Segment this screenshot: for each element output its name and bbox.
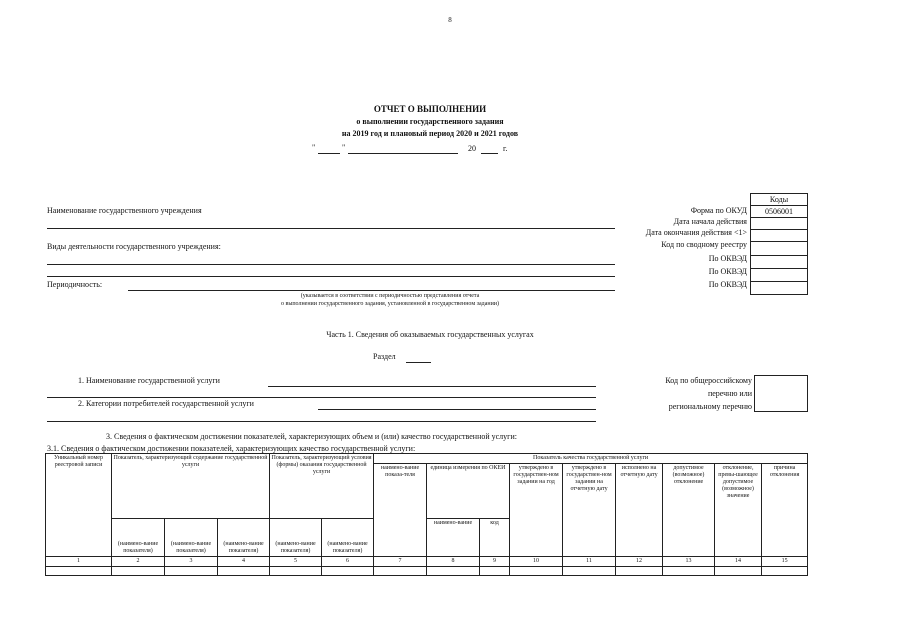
table-cell[interactable]	[480, 567, 510, 576]
col-number-3: 3	[165, 557, 218, 567]
col-number-15: 15	[762, 557, 808, 567]
sub-name-3: (наимено-вание показателя)	[165, 519, 218, 557]
col-approved-year: утверждено в государствен-ном задании на год	[510, 464, 563, 557]
col-approved-date: утверждено в государствен-ном задании на отчетную дату	[563, 464, 616, 557]
table-cell[interactable]	[322, 567, 374, 576]
periodicity-label: Периодичность:	[47, 280, 103, 289]
sub-name-2: (наимено-вание показателя)	[112, 519, 165, 557]
col-quality-indicator: Показатель качества государственной услуги	[374, 454, 808, 464]
activity-types-label: Виды деятельности государственного учреждения:	[47, 242, 221, 251]
sub-name-6: (наимено-вание показателя)	[322, 519, 374, 557]
col-number-11: 11	[563, 557, 616, 567]
activity-line-1	[47, 264, 615, 265]
service-name-line	[268, 386, 596, 387]
date-year-prefix: 20	[468, 144, 476, 153]
sub-name-5: (наимено-вание показателя)	[270, 519, 322, 557]
report-period: на 2019 год и плановый период 2020 и 2021 годов	[341, 129, 519, 138]
col-number-10: 10	[510, 557, 563, 567]
code-label-okud: Форма по ОКУД	[690, 206, 747, 215]
section-line	[406, 362, 431, 363]
table-row	[46, 567, 808, 576]
service-name-line-2	[47, 397, 596, 398]
code-label-registry: Код по сводному реестру	[661, 240, 747, 249]
consumers-line	[318, 409, 596, 410]
table-cell[interactable]	[427, 567, 480, 576]
col-excess-deviation: отклонение, превы-шающее допустимое (возможное) значение	[715, 464, 762, 557]
institution-name-line	[47, 228, 615, 229]
table-cell[interactable]	[270, 567, 322, 576]
table-cell[interactable]	[715, 567, 762, 576]
codes-header: Коды	[751, 194, 808, 206]
table-cell[interactable]	[112, 567, 165, 576]
table-cell[interactable]	[218, 567, 270, 576]
table-cell[interactable]	[46, 567, 112, 576]
col-number-6: 6	[322, 557, 374, 567]
page-number: 8	[448, 16, 452, 24]
code-okved-2[interactable]	[751, 269, 808, 282]
periodicity-note-1: (указывается в соответствии с периодичностью представления отчета	[300, 293, 480, 299]
date-month-line	[348, 153, 458, 154]
code-perechen-label-2: перечню или	[707, 389, 752, 398]
col-number-12: 12	[616, 557, 663, 567]
sub-name-4: (наимено-вание показателя)	[218, 519, 270, 557]
activity-line-2	[47, 276, 615, 277]
code-start-date[interactable]	[751, 218, 808, 230]
item31-label: 3.1. Сведения о фактическом достижении показателей, характеризующих качество государственной услуги:	[47, 444, 416, 453]
code-perechen-label-3: региональному перечню	[668, 402, 752, 411]
code-label-start-date: Дата начала действия	[673, 217, 747, 226]
col-conditions-indicator: Показатель, характеризующий условия (формы) оказания государственной услуги	[270, 454, 374, 519]
table-cell[interactable]	[762, 567, 808, 576]
service-name-label: 1. Наименование государственной услуги	[78, 376, 220, 385]
date-quote-open: "	[312, 143, 316, 152]
consumers-label: 2. Категории потребителей государственной услуги	[78, 399, 254, 408]
table-cell[interactable]	[616, 567, 663, 576]
col-deviation-reason: причина отклонения	[762, 464, 808, 557]
code-end-date[interactable]	[751, 230, 808, 242]
col-content-indicator: Показатель, характеризующий содержание государственной услуги	[112, 454, 270, 519]
col-allowed-deviation: допустимое (возможное) отклонение	[663, 464, 715, 557]
quality-indicators-table	[45, 453, 808, 576]
col-executed: исполнено на отчетную дату	[616, 464, 663, 557]
col-indicator-name: наимено-вание показа-теля	[374, 464, 427, 557]
codes-table	[750, 193, 808, 295]
date-year-suffix: г.	[503, 144, 508, 153]
section-label: Раздел	[373, 352, 396, 361]
report-subtitle: о выполнении государственного задания	[356, 117, 504, 126]
code-label-end-date: Дата окончания действия <1>	[645, 228, 747, 237]
col-unit: единица измерения по ОКЕИ	[427, 464, 510, 519]
col-number-7: 7	[374, 557, 427, 567]
code-label-okved-2: По ОКВЭД	[708, 267, 747, 276]
table-cell[interactable]	[510, 567, 563, 576]
part1-title: Часть 1. Сведения об оказываемых государственных услугах	[326, 330, 534, 339]
institution-name-label: Наименование государственного учреждения	[47, 206, 202, 215]
col-number-13: 13	[663, 557, 715, 567]
periodicity-note-2: о выполнении государственного задания, установленной в государственном задании)	[280, 301, 499, 307]
table-cell[interactable]	[165, 567, 218, 576]
col-unit-code: код	[480, 519, 510, 557]
code-okved-3[interactable]	[751, 282, 808, 295]
code-label-okved-1: По ОКВЭД	[708, 254, 747, 263]
table-cell[interactable]	[374, 567, 427, 576]
col-unit-name: наимено-вание	[427, 519, 480, 557]
date-year-line	[481, 153, 498, 154]
report-title: ОТЧЕТ О ВЫПОЛНЕНИИ	[373, 104, 487, 114]
col-number-2: 2	[112, 557, 165, 567]
periodicity-line	[128, 290, 615, 291]
code-registry[interactable]	[751, 242, 808, 256]
col-unique-number: Уникальный номер реестровой записи	[46, 454, 112, 557]
col-number-4: 4	[218, 557, 270, 567]
code-okved-1[interactable]	[751, 256, 808, 269]
col-number-8: 8	[427, 557, 480, 567]
date-day-line	[318, 153, 340, 154]
code-okud[interactable]: 0506001	[751, 206, 808, 218]
col-number-14: 14	[715, 557, 762, 567]
consumers-line-2	[47, 421, 596, 422]
code-perechen-label-1: Код по общероссийскому	[665, 376, 752, 385]
table-cell[interactable]	[663, 567, 715, 576]
col-number-1: 1	[46, 557, 112, 567]
col-number-9: 9	[480, 557, 510, 567]
item3-label: 3. Сведения о фактическом достижении показателей, характеризующих объем и (или) качество государственной услуги:	[106, 432, 517, 441]
table-cell[interactable]	[563, 567, 616, 576]
col-number-5: 5	[270, 557, 322, 567]
code-label-okved-3: По ОКВЭД	[708, 280, 747, 289]
code-perechen-box[interactable]	[754, 375, 808, 412]
date-quote-close: "	[342, 143, 346, 152]
